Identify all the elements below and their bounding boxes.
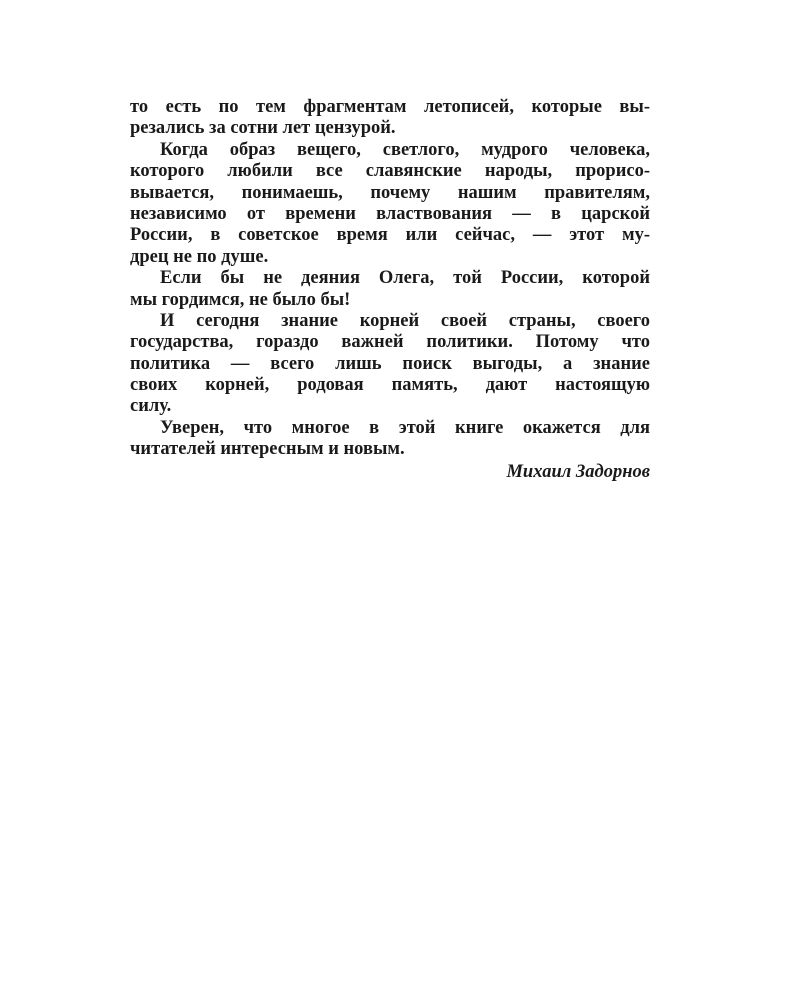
- text-line-7: России, в советское время или сейчас, — этот му-: [130, 225, 650, 246]
- text-line-14: своих корней, родовая память, дают настоящую: [130, 375, 650, 396]
- text-line-3: Когда образ вещего, светлого, мудрого человека,: [160, 139, 650, 160]
- text-line-6: независимо от времени властвования — в царской: [130, 203, 650, 224]
- text-line-16: Уверен, что многое в этой книге окажется для: [160, 417, 650, 438]
- text-line-1: то есть по тем фрагментам летописей, которые вы-: [130, 97, 650, 117]
- text-line-15: силу.: [130, 396, 172, 417]
- text-line-5: вывается, понимаешь, почему нашим правителям,: [130, 182, 650, 203]
- text-line-10: мы гордимся, не было бы!: [130, 289, 351, 310]
- text-line-13: политика — всего лишь поиск выгоды, а знание: [130, 353, 650, 374]
- text-line-4: которого любили все славянские народы, прорисо-: [130, 161, 650, 182]
- text-line-9: Если бы не деяния Олега, той России, которой: [160, 268, 650, 289]
- text-line-11: И сегодня знание корней своей страны, своего: [160, 310, 650, 331]
- text-line-8: дрец не по душе.: [130, 246, 269, 267]
- text-line-2: резались за сотни лет цензурой.: [130, 118, 396, 139]
- text-line-12: государства, гораздо важней политики. Потому что: [130, 332, 650, 353]
- text-line-17: читателей интересным и новым.: [130, 439, 405, 460]
- body-text: [130, 97, 650, 483]
- author-signature: Михаил Задорнов: [506, 461, 650, 482]
